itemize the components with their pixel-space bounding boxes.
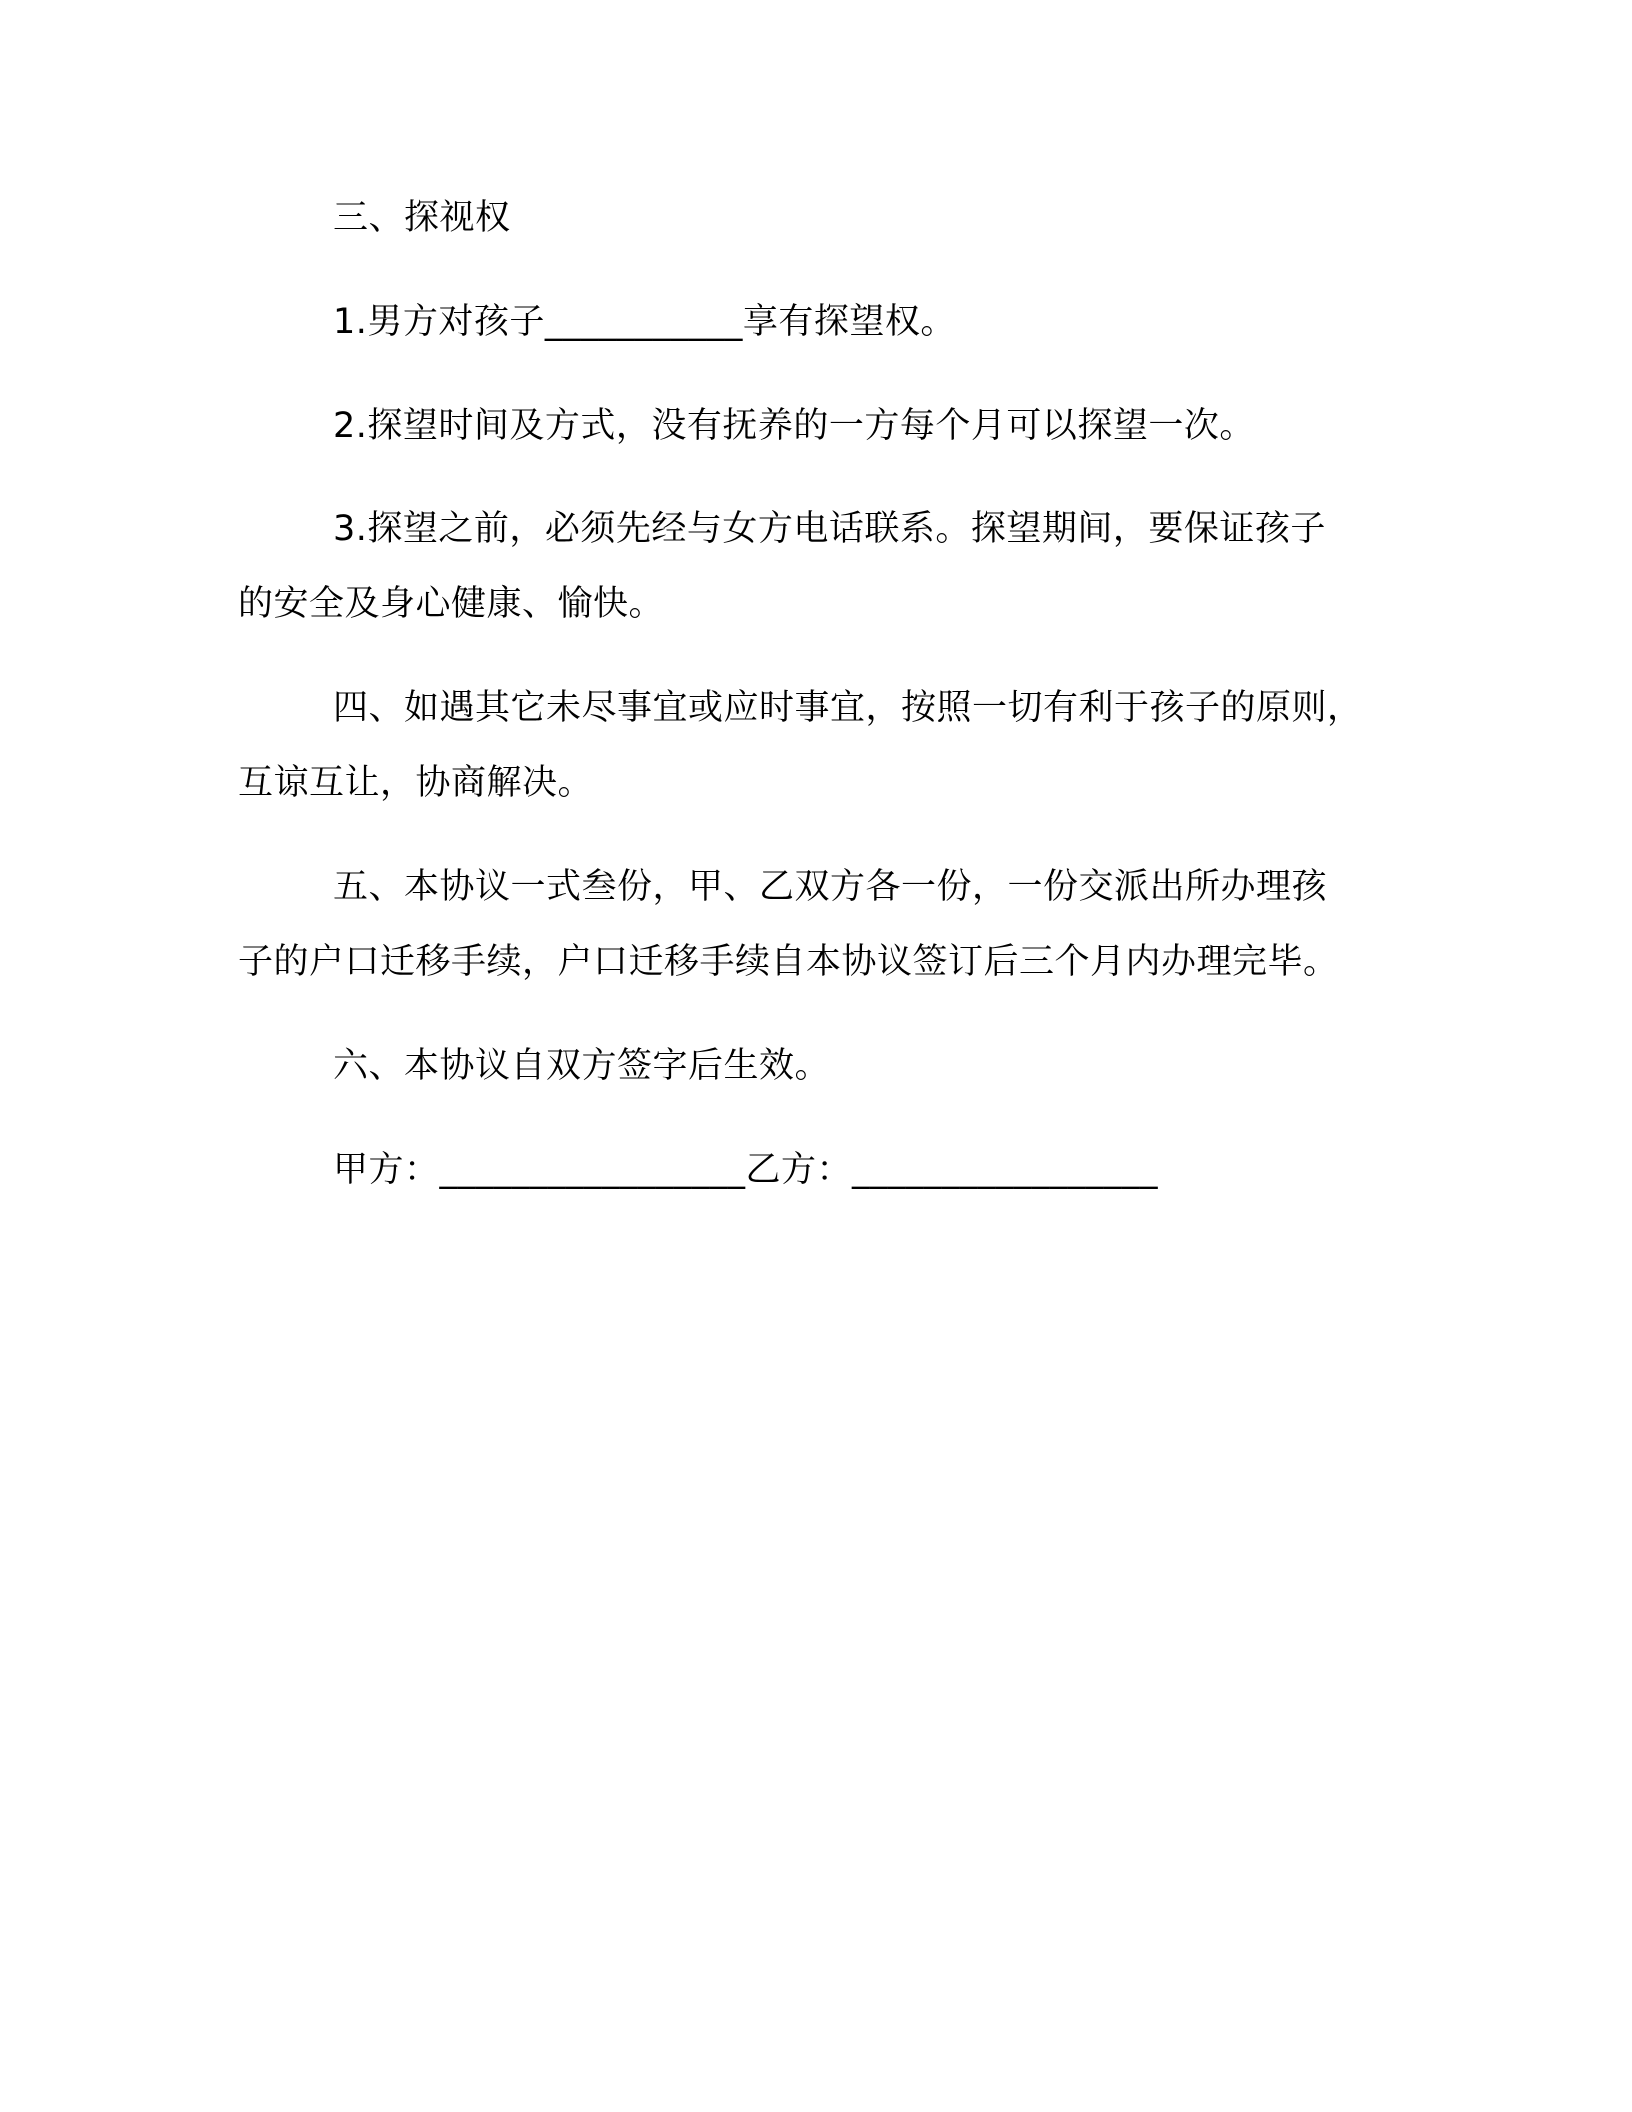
section-4-line-1: 四、如遇其它未尽事宜或应时事宜，按照一切有利于孩子的原则，: [333, 688, 1363, 728]
section-6: 六、本协议自双方签字后生效。: [333, 1046, 831, 1086]
visitation-item-1: 1.男方对孩子___________享有探望权。: [333, 302, 956, 342]
section-5-line-1: 五、本协议一式叁份，甲、乙双方各一份，一份交派出所办理孩: [333, 867, 1328, 907]
section-4-line-2: 互谅互让，协商解决。: [238, 763, 594, 803]
visitation-item-3-line-1: 3.探望之前，必须先经与女方电话联系。探望期间，要保证孩子: [333, 509, 1326, 549]
section-5-line-2: 子的户口迁移手续，户口迁移手续自本协议签订后三个月内办理完毕。: [238, 942, 1339, 982]
section-3-heading: 三、探视权: [333, 198, 511, 238]
signature-line: 甲方：_________________乙方：_________________: [333, 1150, 1159, 1190]
visitation-item-2: 2.探望时间及方式，没有抚养的一方每个月可以探望一次。: [333, 406, 1255, 446]
visitation-item-3-line-2: 的安全及身心健康、愉快。: [238, 584, 665, 624]
